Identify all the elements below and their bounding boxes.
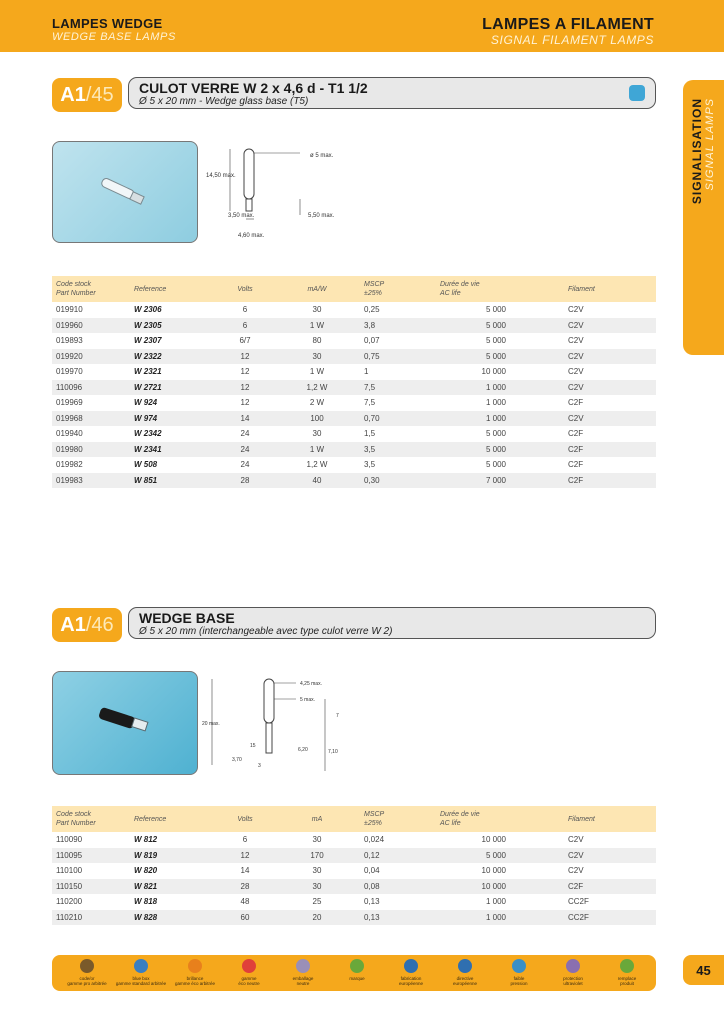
table-cell: 7 000 bbox=[436, 473, 564, 489]
legend-label: blue box gamme standard arbitrée bbox=[115, 976, 167, 986]
table-cell: C2F bbox=[568, 429, 584, 438]
table-cell: W 821 bbox=[130, 879, 216, 895]
table-cell: 100 bbox=[274, 411, 360, 427]
table-cell: 5 000 bbox=[436, 318, 564, 334]
section2-header bbox=[128, 607, 656, 639]
side-tab bbox=[683, 80, 724, 355]
section2-product-photo bbox=[52, 671, 198, 775]
legend-icon bbox=[350, 959, 364, 973]
table-cell: 0,25 bbox=[364, 305, 380, 314]
table-cell: 20 bbox=[274, 910, 360, 926]
section2-title: WEDGE BASE bbox=[139, 610, 235, 626]
s1-dim-4: 5,50 max. bbox=[308, 213, 335, 219]
legend-label: protection ultraviolet bbox=[563, 976, 583, 986]
section1-spec-table bbox=[52, 276, 656, 488]
section2-spec-table bbox=[52, 806, 656, 925]
table-row bbox=[52, 302, 656, 318]
table-cell: 28 bbox=[216, 473, 274, 489]
table-cell: 1 bbox=[364, 367, 369, 376]
section1-badge bbox=[52, 78, 122, 112]
legend-item bbox=[600, 959, 654, 986]
table-cell: C2V bbox=[564, 318, 656, 334]
table-cell: 0,07 bbox=[364, 336, 380, 345]
table-row bbox=[52, 349, 656, 365]
table-cell: 80 bbox=[312, 336, 322, 345]
legend-item bbox=[60, 959, 114, 986]
legend-item bbox=[168, 959, 222, 986]
table-cell: 12 bbox=[216, 380, 274, 396]
legend-icon bbox=[404, 959, 418, 973]
table-cell: 3,5 bbox=[364, 460, 376, 469]
table-cell: 110150 bbox=[52, 879, 130, 895]
s1-dim-5: 4,60 max. bbox=[238, 233, 265, 239]
table-row bbox=[52, 426, 656, 442]
table-row bbox=[52, 442, 656, 458]
table-cell: 110090 bbox=[56, 835, 83, 844]
column-header: Filament bbox=[564, 806, 656, 832]
s2-dim-5: 15 bbox=[250, 743, 256, 749]
table-cell: W 924 bbox=[134, 398, 158, 407]
footer-legend-bar bbox=[52, 955, 656, 991]
column-header: Reference bbox=[130, 806, 216, 832]
table-cell: 28 bbox=[216, 879, 274, 895]
lamp-icon bbox=[53, 672, 199, 776]
table-header-row bbox=[52, 276, 656, 302]
legend-item bbox=[330, 959, 384, 981]
table-cell: 10 000 bbox=[436, 879, 564, 895]
table-cell: W 820 bbox=[134, 866, 158, 875]
table-cell: W 818 bbox=[134, 897, 158, 906]
table-cell: C2F bbox=[568, 460, 584, 469]
section1-product-photo bbox=[52, 141, 198, 243]
table-row bbox=[52, 879, 656, 895]
table-cell: 30 bbox=[312, 429, 322, 438]
s2-dim-1: 4,25 max. bbox=[300, 681, 322, 687]
page-number: 45 bbox=[696, 962, 711, 978]
legend-icon bbox=[242, 959, 256, 973]
header-left bbox=[52, 16, 176, 44]
s2-dim-9: 3 bbox=[258, 763, 261, 769]
table-cell: C2V bbox=[568, 336, 584, 345]
table-cell: 12 bbox=[240, 367, 250, 376]
section2-badge bbox=[52, 608, 122, 642]
table-cell: 6 bbox=[216, 318, 274, 334]
column-header: Code stock Part Number bbox=[52, 806, 130, 832]
section1-header bbox=[128, 77, 656, 109]
table-cell: 7,5 bbox=[364, 398, 376, 407]
table-cell: 019968 bbox=[52, 411, 130, 427]
legend-item bbox=[438, 959, 492, 986]
table-header-row bbox=[52, 806, 656, 832]
table-cell: W 2322 bbox=[130, 349, 216, 365]
table-cell: C2V bbox=[564, 349, 656, 365]
table-cell: 6 bbox=[242, 835, 248, 844]
table-cell: C2V bbox=[564, 380, 656, 396]
page-number-box bbox=[683, 955, 724, 985]
table-cell: 1 000 bbox=[436, 380, 564, 396]
legend-label: remplace produit bbox=[617, 976, 637, 986]
legend-item bbox=[492, 959, 546, 986]
table-row bbox=[52, 457, 656, 473]
section2-code-prefix: A1 bbox=[60, 613, 86, 636]
table-cell: C2V bbox=[568, 367, 584, 376]
table-row bbox=[52, 894, 656, 910]
legend-icon bbox=[566, 959, 580, 973]
table-cell: 24 bbox=[240, 429, 250, 438]
table-row bbox=[52, 333, 656, 349]
table-cell: 24 bbox=[216, 442, 274, 458]
table-cell: W 819 bbox=[130, 848, 216, 864]
column-header: Durée de vie AC life bbox=[436, 276, 564, 302]
table-cell: C2V bbox=[564, 848, 656, 864]
legend-label: directive européenne bbox=[452, 976, 478, 986]
table-cell: 12 bbox=[240, 398, 250, 407]
table-cell: 5 000 bbox=[485, 460, 506, 469]
table-cell: 6 bbox=[242, 305, 248, 314]
table-cell: 019960 bbox=[52, 318, 130, 334]
table-cell: 3,5 bbox=[360, 442, 436, 458]
table-cell: 0,30 bbox=[360, 473, 436, 489]
table-cell: CC2F bbox=[564, 910, 656, 926]
table-cell: 5 000 bbox=[436, 848, 564, 864]
table-cell: 0,12 bbox=[360, 848, 436, 864]
table-cell: W 2341 bbox=[130, 442, 216, 458]
table-cell: 60 bbox=[216, 910, 274, 926]
legend-icon bbox=[134, 959, 148, 973]
table-cell: 10 000 bbox=[481, 866, 506, 875]
table-row bbox=[52, 411, 656, 427]
table-cell: 0,08 bbox=[360, 879, 436, 895]
table-cell: 48 bbox=[240, 897, 250, 906]
legend-label: emballage neutre bbox=[292, 976, 314, 986]
table-cell: 110095 bbox=[52, 848, 130, 864]
table-cell: 14 bbox=[240, 866, 250, 875]
table-cell: 110096 bbox=[52, 380, 130, 396]
header-left-subtitle: WEDGE BASE LAMPS bbox=[52, 31, 176, 43]
table-cell: 6/7 bbox=[239, 336, 251, 345]
table-cell: C2V bbox=[568, 305, 584, 314]
section1-subtitle: Ø 5 x 20 mm - Wedge glass base (T5) bbox=[139, 96, 309, 107]
table-cell: 1,2 W bbox=[274, 380, 360, 396]
table-cell: 14 bbox=[216, 411, 274, 427]
legend-label: brillance gamme éco arbitrée bbox=[174, 976, 216, 986]
legend-item bbox=[384, 959, 438, 986]
table-cell: 019982 bbox=[56, 460, 83, 469]
table-row bbox=[52, 848, 656, 864]
side-tab-title: SIGNALISATION bbox=[690, 98, 704, 205]
section1-title: CULOT VERRE W 2 x 4,6 d - T1 1/2 bbox=[139, 80, 368, 96]
table-cell: 0,13 bbox=[364, 897, 380, 906]
s1-dim-3: 3,50 max. bbox=[228, 213, 255, 219]
s1-dim-1: ø 5 max. bbox=[310, 153, 334, 159]
table-cell: 019980 bbox=[52, 442, 130, 458]
legend-icon bbox=[188, 959, 202, 973]
table-row bbox=[52, 380, 656, 396]
table-row bbox=[52, 832, 656, 848]
table-cell: 10 000 bbox=[481, 367, 506, 376]
legend-label: fabrication européenne bbox=[398, 976, 424, 986]
table-cell: 30 bbox=[312, 866, 322, 875]
table-cell: 3,8 bbox=[360, 318, 436, 334]
column-header: Durée de vie AC life bbox=[436, 806, 564, 832]
table-cell: 1,5 bbox=[364, 429, 376, 438]
table-cell: 170 bbox=[274, 848, 360, 864]
table-cell: 0,70 bbox=[360, 411, 436, 427]
table-cell: 12 bbox=[216, 349, 274, 365]
column-header: Reference bbox=[130, 276, 216, 302]
lamp-icon bbox=[53, 142, 199, 244]
section1-code-prefix: A1 bbox=[60, 83, 86, 106]
table-cell: 1 000 bbox=[436, 411, 564, 427]
legend-item bbox=[546, 959, 600, 986]
table-cell: 0,04 bbox=[364, 866, 380, 875]
table-cell: W 828 bbox=[130, 910, 216, 926]
legend-icon bbox=[620, 959, 634, 973]
table-cell: W 851 bbox=[130, 473, 216, 489]
table-cell: 7,5 bbox=[360, 380, 436, 396]
header-left-title: LAMPES WEDGE bbox=[52, 16, 163, 31]
table-cell: W 2306 bbox=[134, 305, 162, 314]
table-cell: 019893 bbox=[56, 336, 83, 345]
table-cell: 24 bbox=[240, 460, 250, 469]
table-cell: 1 W bbox=[274, 318, 360, 334]
table-cell: 019970 bbox=[56, 367, 83, 376]
table-cell: 1 W bbox=[274, 442, 360, 458]
column-header: mA bbox=[274, 806, 360, 832]
table-row bbox=[52, 863, 656, 879]
header-bar bbox=[0, 0, 724, 52]
legend-icon bbox=[296, 959, 310, 973]
table-cell: 0,75 bbox=[360, 349, 436, 365]
table-cell: 1,2 W bbox=[306, 460, 328, 469]
table-cell: 5 000 bbox=[485, 305, 506, 314]
table-cell: 1 000 bbox=[485, 398, 506, 407]
legend-label: faible pression bbox=[510, 976, 528, 986]
table-cell: 1 000 bbox=[436, 910, 564, 926]
table-cell: 019969 bbox=[56, 398, 83, 407]
table-cell: 25 bbox=[312, 897, 322, 906]
table-cell: 5 000 bbox=[485, 429, 506, 438]
table-cell: 019910 bbox=[56, 305, 83, 314]
table-cell: W 2307 bbox=[134, 336, 162, 345]
legend-item bbox=[222, 959, 276, 986]
header-right-subtitle: SIGNAL FILAMENT LAMPS bbox=[490, 33, 654, 47]
table-cell: 110200 bbox=[56, 897, 83, 906]
table-cell: W 2721 bbox=[130, 380, 216, 396]
column-header: Filament bbox=[564, 276, 656, 302]
legend-label: code/or gamme pro arbitrée bbox=[67, 976, 107, 986]
table-cell: W 2305 bbox=[130, 318, 216, 334]
table-cell: 10 000 bbox=[481, 835, 506, 844]
legend-item bbox=[114, 959, 168, 986]
table-cell: 30 bbox=[312, 305, 322, 314]
column-header: Code stock Part Number bbox=[52, 276, 130, 302]
table-row bbox=[52, 910, 656, 926]
table-cell: C2F bbox=[564, 442, 656, 458]
table-row bbox=[52, 364, 656, 380]
table-cell: W 812 bbox=[134, 835, 158, 844]
table-cell: 30 bbox=[274, 879, 360, 895]
table-row bbox=[52, 473, 656, 489]
table-cell: W 2321 bbox=[134, 367, 162, 376]
section2-dimension-diagram bbox=[200, 673, 360, 777]
legend-icon bbox=[512, 959, 526, 973]
table-cell: 5 000 bbox=[436, 349, 564, 365]
s2-dim-7: 7,10 bbox=[328, 749, 338, 755]
table-cell: 5 000 bbox=[436, 442, 564, 458]
s2-dim-8: 3,70 bbox=[232, 757, 242, 763]
table-cell: 30 bbox=[312, 835, 322, 844]
section1-code-num: /45 bbox=[85, 83, 114, 106]
table-cell: W 508 bbox=[134, 460, 158, 469]
s2-dim-4: 7 bbox=[336, 713, 339, 719]
table-cell: 12 bbox=[216, 848, 274, 864]
target-icon bbox=[629, 85, 645, 101]
s2-dim-2: 5 max. bbox=[300, 697, 316, 703]
header-right bbox=[482, 16, 654, 47]
section2-code-num: /46 bbox=[85, 613, 114, 636]
table-cell: C2V bbox=[568, 866, 584, 875]
table-cell: 110210 bbox=[52, 910, 130, 926]
table-cell: 1 000 bbox=[485, 897, 506, 906]
table-cell: 30 bbox=[274, 349, 360, 365]
column-header: Volts bbox=[216, 276, 274, 302]
table-cell: W 974 bbox=[130, 411, 216, 427]
table-cell: 0,13 bbox=[360, 910, 436, 926]
table-cell: 019940 bbox=[56, 429, 83, 438]
s2-dim-6: 6,20 bbox=[298, 747, 308, 753]
legend-label: marque bbox=[349, 976, 365, 981]
table-cell: W 2342 bbox=[134, 429, 162, 438]
table-cell: 5 000 bbox=[485, 336, 506, 345]
column-header: MSCP ±25% bbox=[360, 276, 436, 302]
table-cell: C2F bbox=[568, 398, 584, 407]
legend-icon bbox=[458, 959, 472, 973]
side-tab-subtitle: SIGNAL LAMPS bbox=[704, 98, 716, 191]
table-cell: 2 W bbox=[309, 398, 325, 407]
table-cell: 1 W bbox=[309, 367, 325, 376]
section1-dimension-diagram bbox=[200, 143, 360, 243]
legend-item bbox=[276, 959, 330, 986]
column-header: mA/W bbox=[274, 276, 360, 302]
header-right-title: LAMPES A FILAMENT bbox=[482, 16, 654, 33]
legend-label: gamme éco neutre bbox=[238, 976, 260, 986]
table-row bbox=[52, 395, 656, 411]
section2-subtitle: Ø 5 x 20 mm (interchangeable avec type culot verre W 2) bbox=[139, 626, 393, 637]
table-cell: 0,024 bbox=[364, 835, 385, 844]
table-cell: 019920 bbox=[52, 349, 130, 365]
table-cell: 019983 bbox=[52, 473, 130, 489]
table-cell: CC2F bbox=[568, 897, 589, 906]
s1-dim-2: 14,50 max. bbox=[206, 173, 236, 179]
table-cell: C2F bbox=[564, 879, 656, 895]
table-cell: 110100 bbox=[56, 866, 83, 875]
table-cell: C2F bbox=[564, 473, 656, 489]
s2-dim-3: 20 max. bbox=[202, 721, 220, 727]
column-header: Volts bbox=[216, 806, 274, 832]
table-cell: C2V bbox=[568, 835, 584, 844]
table-row bbox=[52, 318, 656, 334]
column-header: MSCP ±25% bbox=[360, 806, 436, 832]
table-cell: 40 bbox=[274, 473, 360, 489]
legend-icon bbox=[80, 959, 94, 973]
table-cell: C2V bbox=[564, 411, 656, 427]
